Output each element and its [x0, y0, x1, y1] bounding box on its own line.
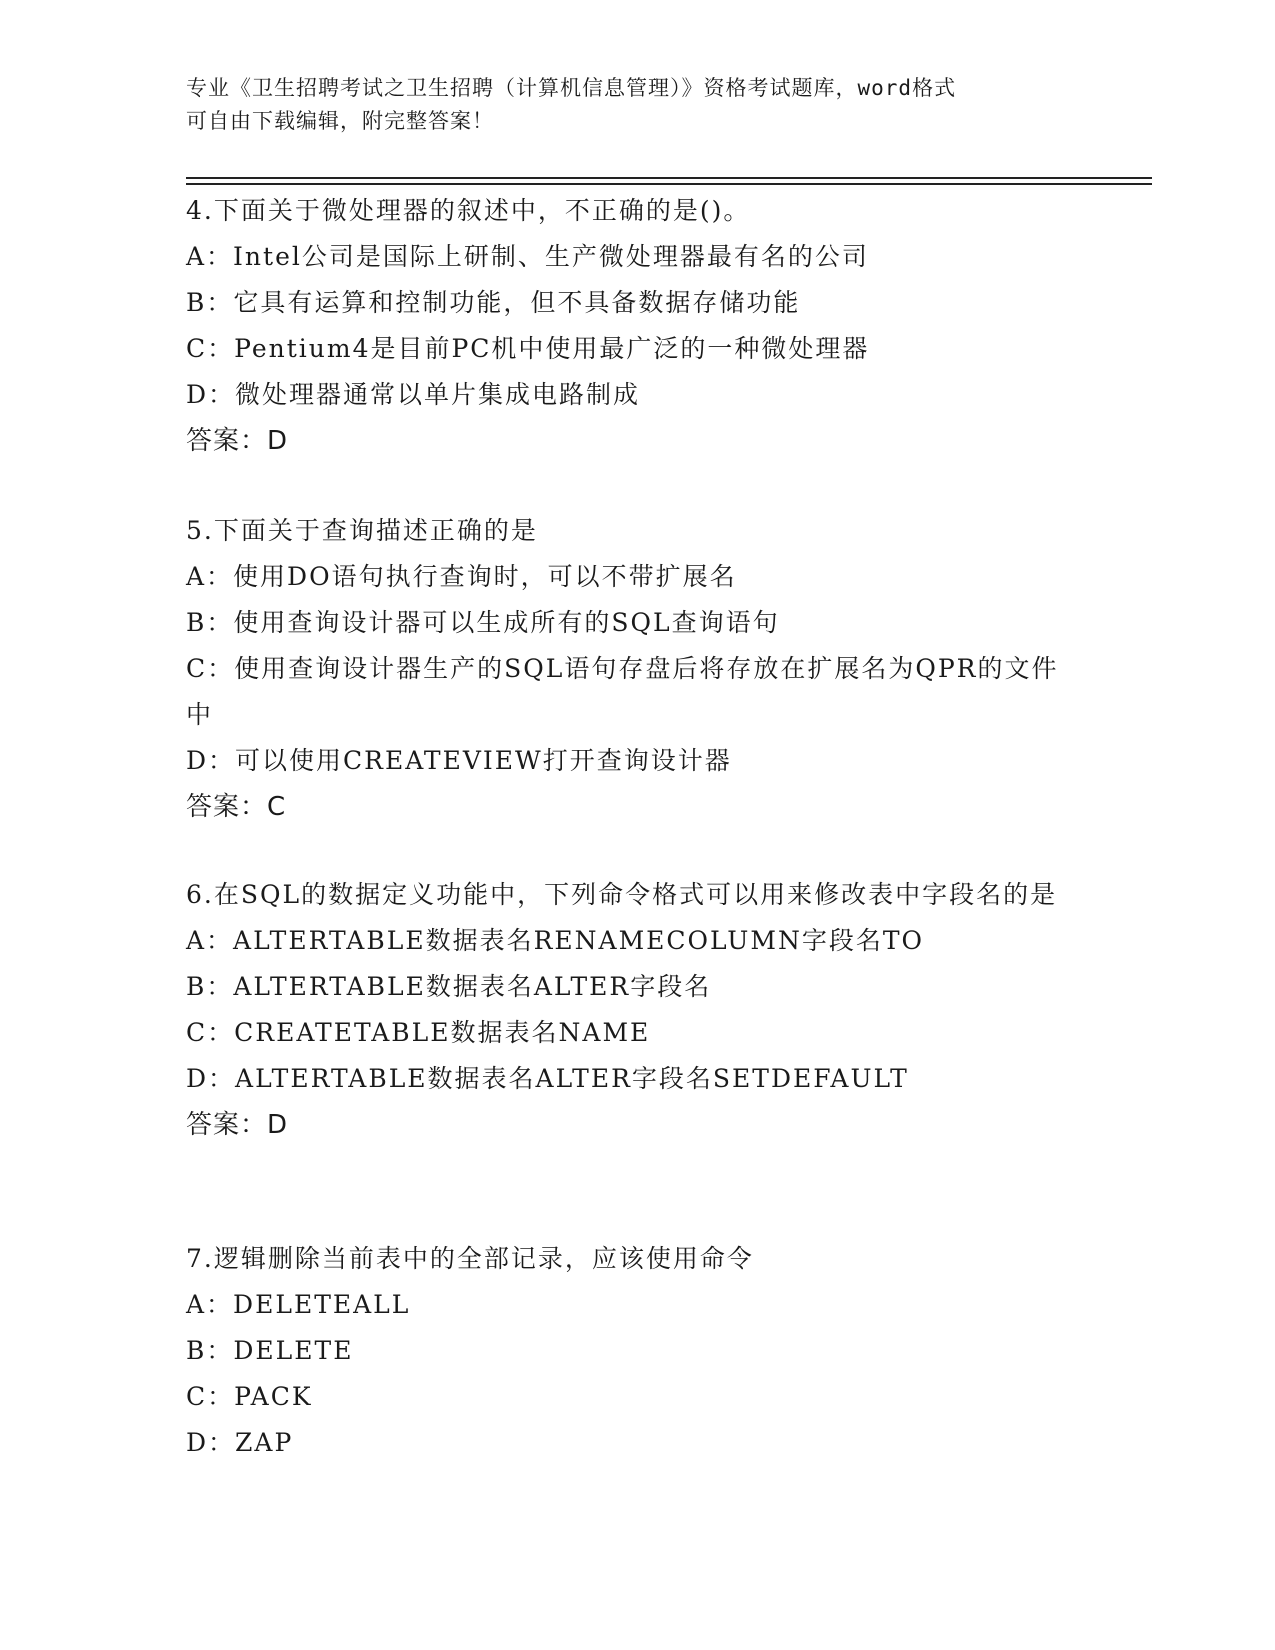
option-b: B：它具有运算和控制功能，但不具备数据存储功能 — [186, 288, 801, 317]
question-5 — [186, 508, 1066, 830]
header-line-2: 可自由下载编辑，附完整答案！ — [186, 109, 494, 133]
question-stem: 6.在SQL的数据定义功能中，下列命令格式可以用来修改表中字段名的是 — [186, 880, 1058, 909]
option-a: A：ALTERTABLE数据表名RENAMECOLUMN字段名TO — [186, 926, 924, 955]
option-d: D：可以使用CREATEVIEW打开查询设计器 — [186, 746, 732, 775]
option-d: D：ZAP — [186, 1428, 294, 1457]
header-line-1: 专业《卫生招聘考试之卫生招聘（计算机信息管理）》资格考试题库，word格式 — [186, 76, 957, 100]
option-c: C：使用查询设计器生产的SQL语句存盘后将存放在扩展名为QPR的文件中 — [186, 654, 1059, 729]
option-c: C：CREATETABLE数据表名NAME — [186, 1018, 651, 1047]
option-a: A：DELETEALL — [186, 1290, 411, 1319]
question-stem: 7.逻辑删除当前表中的全部记录，应该使用命令 — [186, 1244, 754, 1273]
option-a: A：Intel公司是国际上研制、生产微处理器最有名的公司 — [186, 242, 869, 271]
question-6 — [186, 872, 1066, 1148]
option-d: D：微处理器通常以单片集成电路制成 — [186, 380, 641, 409]
answer-line: 答案：D — [186, 1110, 289, 1140]
option-d: D：ALTERTABLE数据表名ALTER字段名SETDEFAULT — [186, 1064, 909, 1093]
document-header — [186, 72, 1086, 138]
option-b: B：DELETE — [186, 1336, 354, 1365]
option-b: B：ALTERTABLE数据表名ALTER字段名 — [186, 972, 712, 1001]
header-divider-top — [186, 177, 1152, 179]
header-divider-bottom — [186, 183, 1152, 185]
answer-line: 答案：D — [186, 426, 289, 456]
question-7 — [186, 1236, 1066, 1466]
option-a: A：使用DO语句执行查询时，可以不带扩展名 — [186, 562, 737, 591]
option-c: C：PACK — [186, 1382, 313, 1411]
answer-line: 答案：C — [186, 792, 287, 822]
question-4 — [186, 188, 1066, 464]
question-stem: 4.下面关于微处理器的叙述中，不正确的是()。 — [186, 196, 751, 225]
option-c: C：Pentium4是目前PC机中使用最广泛的一种微处理器 — [186, 334, 870, 363]
question-stem: 5.下面关于查询描述正确的是 — [186, 516, 538, 545]
option-b: B：使用查询设计器可以生成所有的SQL查询语句 — [186, 608, 780, 637]
